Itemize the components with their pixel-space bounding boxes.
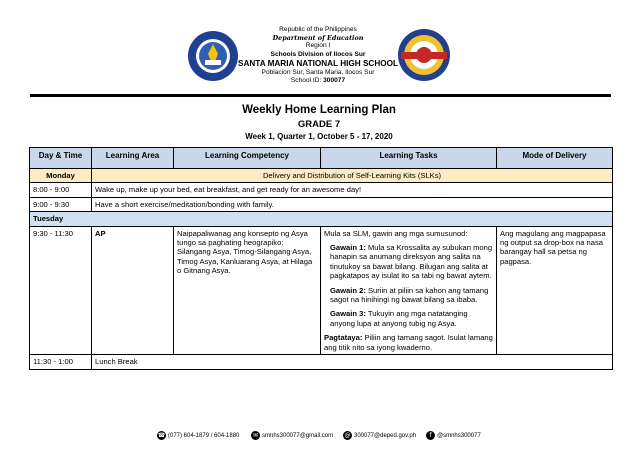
phone-icon: ☎ <box>157 432 166 439</box>
task-label: Gawain 3: <box>330 309 366 319</box>
footer-deped-email <box>343 431 416 440</box>
footer-gmail <box>251 431 333 440</box>
deped-email-text: 300077@deped.gov.ph <box>354 432 417 439</box>
week-label: Week 1, Quarter 1, October 5 - 17, 2020 <box>245 132 393 141</box>
time-cell: 9:30 - 11:30 <box>30 226 92 354</box>
republic-line: Republic of the Philippines <box>279 26 357 33</box>
tuesday-row <box>30 212 613 226</box>
division-line: Schools Division of Ilocos Sur <box>270 50 366 58</box>
task-gawain-2 <box>324 286 493 305</box>
organization-block <box>240 26 396 85</box>
department-line: Department of Education <box>272 34 364 43</box>
task-text: Tukuyin ang mga natatanging anyong lupa at anyong tubig ng Asya. <box>330 309 468 328</box>
task-gawain-1 <box>324 243 493 281</box>
facebook-icon: f <box>426 431 435 440</box>
monday-note: Delivery and Distribution of Self-Learning Kits (SLKs) <box>92 169 613 183</box>
mode-of-delivery-cell: Ang magulang ang magpapasa ng output sa drop-box na nasa barangay hall sa petsa ng pagpasa. <box>497 226 613 354</box>
task-label: Gawain 1: <box>330 243 366 253</box>
activity-cell: Lunch Break <box>92 355 613 369</box>
task-gawain-3 <box>324 309 493 328</box>
task-label: Gawain 2: <box>330 285 366 295</box>
region-line: Region I <box>305 42 331 50</box>
time-cell: 11:30 - 1:00 <box>30 355 92 369</box>
header-learning-competency: Learning Competency <box>174 148 321 169</box>
learning-area-cell: AP <box>92 226 174 354</box>
header-learning-tasks: Learning Tasks <box>321 148 497 169</box>
table-row <box>30 355 613 369</box>
mail-icon: @ <box>344 432 351 439</box>
phone-text: (077) 604-1879 / 604-1880 <box>168 432 240 439</box>
task-text: Piliin ang tamang sagot. Isulat lamang ang titik nito sa iyong kwaderno. <box>324 333 493 352</box>
school-id-value: 300077 <box>323 77 346 85</box>
time-cell: 8:00 - 9:00 <box>30 183 92 197</box>
social-text: @smnhs300077 <box>437 432 481 439</box>
learning-plan-table <box>29 147 613 370</box>
school-id-label: School ID: <box>290 77 324 85</box>
table-header-row <box>30 148 613 169</box>
email-icon: ✉ <box>252 432 259 439</box>
table-row <box>30 197 613 211</box>
tasks-cell <box>321 226 497 354</box>
header-mode-of-delivery: Mode of Delivery <box>497 148 613 169</box>
time-cell: 9:00 - 9:30 <box>30 197 92 211</box>
table-row <box>30 183 613 197</box>
task-pagtataya <box>324 333 493 352</box>
monday-label: Monday <box>30 169 92 183</box>
tuesday-label: Tuesday <box>30 212 613 226</box>
school-name: SANTA MARIA NATIONAL HIGH SCHOOL <box>238 58 398 68</box>
deped-seal-logo <box>187 30 239 82</box>
task-text: Mula sa Krossalita ay subukan mong hanapin sa anumang direksyon ang salita na tinutukoy sa bawat bilang. Bilugan ang salita at pagkatapos ay isulat ito sa tabi ng bawat aytem. <box>330 243 493 281</box>
footer-social <box>426 431 481 440</box>
letterhead <box>0 24 638 88</box>
activity-cell: Have a short exercise/meditation/bonding with family. <box>92 197 613 211</box>
activity-cell: Wake up, make up your bed, eat breakfast, and get ready for an awesome day! <box>92 183 613 197</box>
header-day-time: Day & Time <box>30 148 92 169</box>
gmail-text: smnhs300077@gmail.com <box>262 432 334 439</box>
header-divider <box>30 94 611 97</box>
address-line: Poblacion Sur, Santa Maria, Ilocos Sur <box>261 68 375 76</box>
footer-phone <box>157 431 239 440</box>
task-label: Pagtataya: <box>324 333 363 343</box>
competency-cell: Naipapaliwanag ang konsepto ng Asya tungo sa paghating heograpiko: Silangang Asya, Timog-Silangang Asya, Timog Asya, Kanluarang Asya, at Hilaga o Gitnang Asya. <box>174 226 321 354</box>
task-text: Suriin at piliin sa kahon ang tamang sagot na hinihingi ng bawat bilang sa ibaba. <box>330 285 489 305</box>
monday-row <box>30 169 613 183</box>
document-title: Weekly Home Learning Plan <box>242 104 396 116</box>
contact-footer <box>0 430 638 442</box>
header-learning-area: Learning Area <box>92 148 174 169</box>
table-row <box>30 226 613 354</box>
tasks-intro: Mula sa SLM, gawin ang mga sumusunod: <box>324 228 468 238</box>
school-seal-logo <box>397 28 451 82</box>
school-id-line <box>240 77 396 85</box>
grade-label: GRADE 7 <box>297 119 341 130</box>
